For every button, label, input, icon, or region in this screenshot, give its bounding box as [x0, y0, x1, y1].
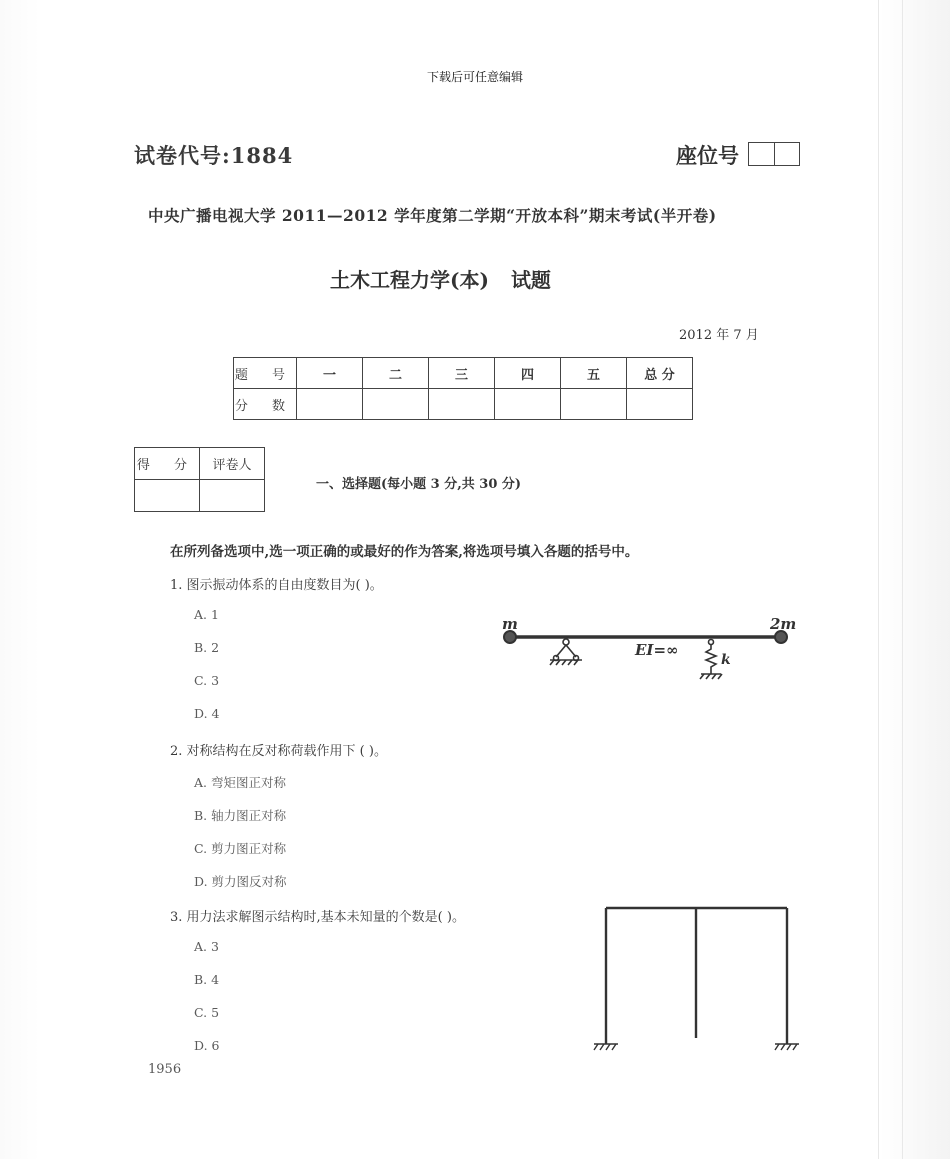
question-3-option: C. 5 — [194, 1005, 220, 1020]
score-cell — [297, 389, 363, 420]
pin-support-icon — [550, 639, 582, 665]
grader-score-cell — [135, 480, 200, 512]
grader-score-label: 得 分 — [135, 448, 200, 480]
score-cell — [495, 389, 561, 420]
course-name: 土木工程力学(本) — [330, 268, 489, 292]
scan-edge-line — [902, 0, 903, 1159]
question-1-option: D. 4 — [194, 706, 220, 721]
vibration-system-figure — [496, 612, 806, 684]
score-cell: 五 — [561, 358, 627, 389]
fixed-support-icon — [775, 1044, 799, 1050]
exam-code: 试卷代号:1884 — [134, 143, 294, 168]
question-1-option: B. 2 — [194, 640, 220, 655]
question-1-option: C. 3 — [194, 673, 220, 688]
question-3-option: B. 4 — [194, 972, 220, 987]
question-2-option: D. 剪力图反对称 — [194, 874, 287, 889]
course-title — [330, 264, 551, 293]
instruction: 在所列备选项中,选一项正确的或最好的作为答案,将选项号填入各题的括号中。 — [170, 544, 639, 560]
header-note: 下载后可任意编辑 — [426, 70, 523, 84]
score-table — [233, 357, 693, 420]
label-k: k — [721, 652, 731, 668]
question-1-option: A. 1 — [194, 607, 219, 622]
score-cell: 题 号 — [234, 358, 297, 389]
score-cell: 总 分 — [627, 358, 693, 389]
score-cell — [363, 389, 429, 420]
question-3: 3. 用力法求解图示结构时,基本未知量的个数是( )。 — [170, 910, 465, 925]
question-1: 1. 图示振动体系的自由度数目为( )。 — [170, 578, 383, 593]
score-cell — [429, 389, 495, 420]
question-2-option: B. 轴力图正对称 — [194, 808, 287, 823]
section-title: 一、选择题(每小题 3 分,共 30 分) — [316, 477, 522, 492]
score-cell: 一 — [297, 358, 363, 389]
seat-label: 座位号 — [676, 143, 739, 168]
frame-structure-figure — [590, 900, 805, 1060]
spring-icon — [700, 640, 722, 680]
label-ei: EI=∞ — [635, 641, 679, 659]
grader-table — [134, 447, 265, 512]
paper-word: 试题 — [510, 268, 551, 292]
score-cell: 四 — [495, 358, 561, 389]
page-number: 1956 — [148, 1062, 182, 1077]
score-cell — [561, 389, 627, 420]
score-table-header-row — [234, 358, 693, 389]
score-cell: 二 — [363, 358, 429, 389]
question-2-option: C. 剪力图正对称 — [194, 841, 287, 856]
question-2: 2. 对称结构在反对称荷载作用下 ( )。 — [170, 744, 387, 759]
exam-title: 中央广播电视大学 2011—2012 学年度第二学期“开放本科”期末考试(半开卷) — [148, 206, 717, 225]
fixed-support-icon — [594, 1044, 618, 1050]
question-3-option: A. 3 — [194, 939, 219, 954]
grader-label: 评卷人 — [200, 448, 265, 480]
label-2m: 2m — [770, 615, 797, 633]
question-3-option: D. 6 — [194, 1038, 220, 1053]
grader-name-cell — [200, 480, 265, 512]
scan-edge-line — [878, 0, 879, 1159]
score-table-value-row — [234, 389, 693, 420]
score-cell: 分 数 — [234, 389, 297, 420]
score-cell — [627, 389, 693, 420]
label-m: m — [502, 615, 518, 633]
seat-number-box — [748, 142, 800, 166]
question-2-option: A. 弯矩图正对称 — [194, 775, 286, 790]
score-cell: 三 — [429, 358, 495, 389]
exam-date: 2012 年 7 月 — [679, 328, 759, 343]
